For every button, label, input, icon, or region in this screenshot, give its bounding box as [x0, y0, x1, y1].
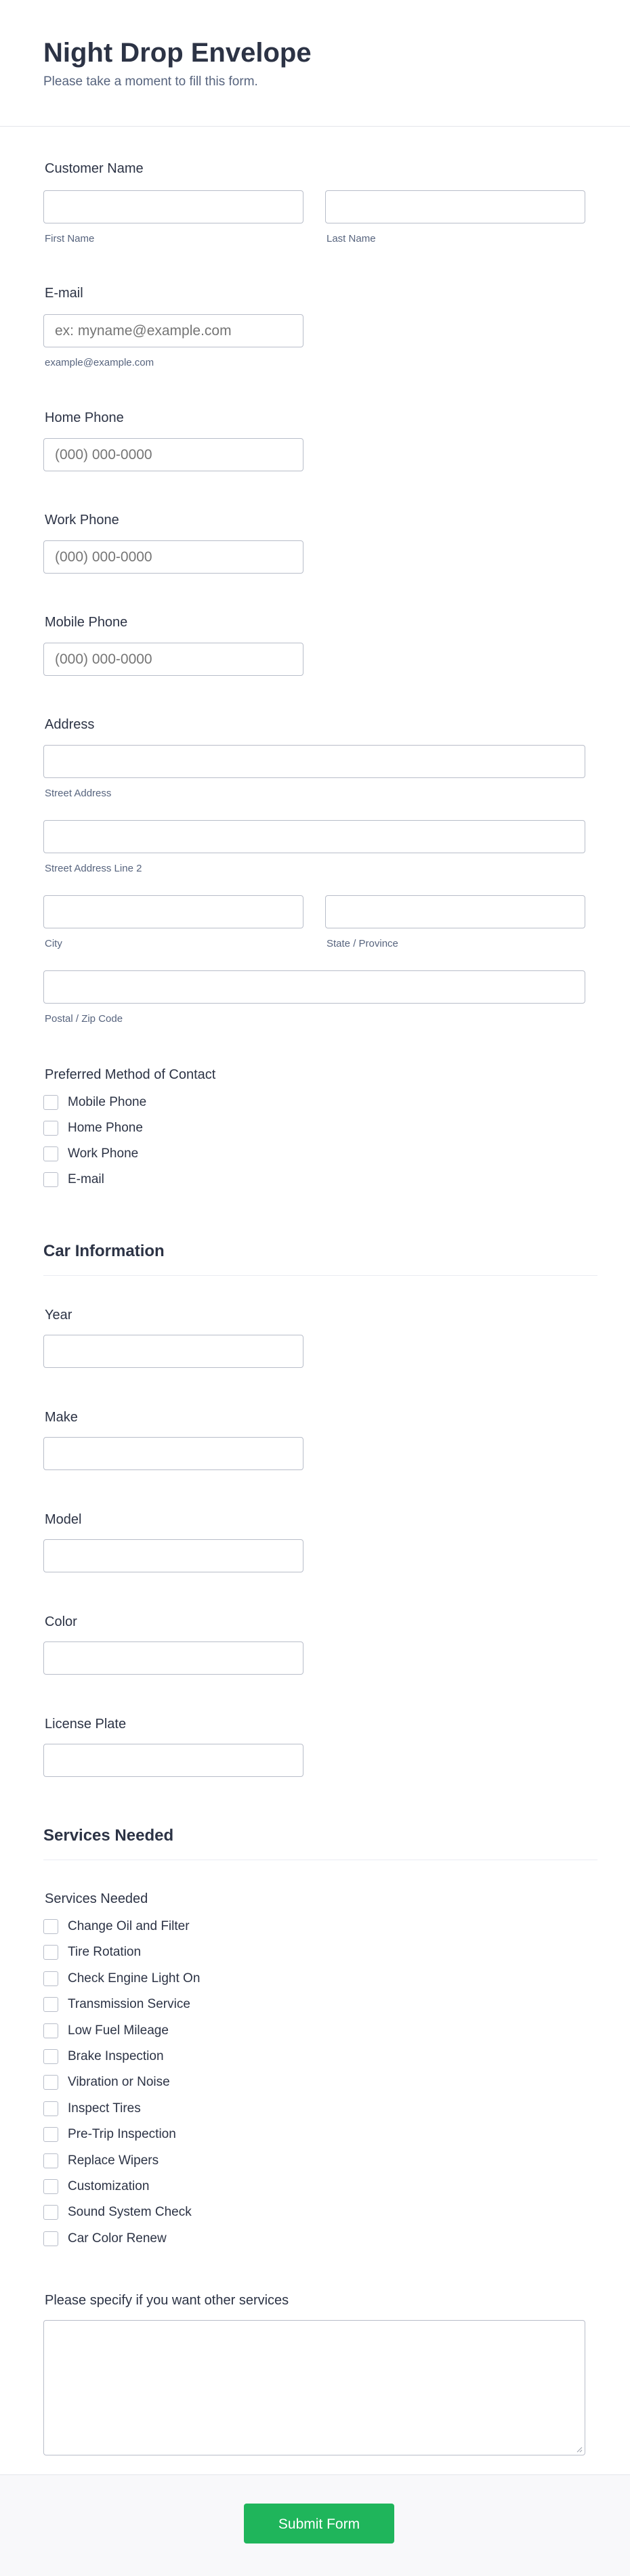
last-name-sublabel: Last Name [327, 233, 376, 244]
service-option-label: Brake Inspection [68, 2049, 164, 2063]
color-label: Color [45, 1614, 77, 1629]
checkbox[interactable] [43, 1146, 58, 1161]
other-services-textarea[interactable] [43, 2320, 585, 2455]
checkbox[interactable] [43, 2101, 58, 2116]
service-option-label: Tire Rotation [68, 1945, 142, 1959]
checkbox[interactable] [43, 1945, 58, 1960]
year-label: Year [45, 1308, 72, 1323]
checkbox[interactable] [43, 2153, 58, 2168]
service-option-label: Check Engine Light On [68, 1971, 201, 1985]
service-option[interactable] [43, 2022, 314, 2041]
submit-button[interactable]: Submit Form [244, 2504, 394, 2543]
make-label: Make [45, 1410, 78, 1425]
service-option[interactable] [43, 1970, 314, 1989]
make-input[interactable] [43, 1437, 303, 1470]
model-label: Model [45, 1512, 82, 1527]
service-option[interactable] [43, 2100, 314, 2119]
year-input[interactable] [43, 1335, 303, 1368]
service-option-label: Replace Wipers [68, 2153, 159, 2168]
checkbox[interactable] [43, 2023, 58, 2038]
first-name-input[interactable] [43, 190, 303, 223]
contact-option-label: Home Phone [68, 1121, 143, 1135]
last-name-input[interactable] [325, 190, 585, 223]
checkbox[interactable] [43, 1121, 58, 1136]
street-address-input[interactable] [43, 745, 585, 778]
state-sublabel: State / Province [327, 938, 398, 949]
license-plate-input[interactable] [43, 1744, 303, 1777]
model-input[interactable] [43, 1539, 303, 1572]
checkbox[interactable] [43, 1095, 58, 1110]
contact-option-email[interactable] [43, 1171, 247, 1190]
service-option[interactable] [43, 2178, 314, 2197]
service-option-label: Pre-Trip Inspection [68, 2127, 176, 2141]
customer-name-label: Customer Name [45, 161, 144, 176]
email-input[interactable] [43, 314, 303, 347]
checkbox[interactable] [43, 2049, 58, 2064]
resize-handle-icon[interactable] [576, 2446, 583, 2453]
home-phone-label: Home Phone [45, 410, 124, 425]
color-input[interactable] [43, 1641, 303, 1675]
license-plate-label: License Plate [45, 1717, 127, 1732]
checkbox[interactable] [43, 2075, 58, 2090]
mobile-phone-input[interactable] [43, 643, 303, 676]
postal-code-sublabel: Postal / Zip Code [45, 1013, 123, 1025]
contact-option-label: Mobile Phone [68, 1095, 147, 1109]
street-address-line2-input[interactable] [43, 820, 585, 853]
service-option[interactable] [43, 1996, 314, 2015]
street-address-sublabel: Street Address [45, 788, 112, 799]
contact-option-home[interactable] [43, 1119, 247, 1138]
service-option-label: Sound System Check [68, 2205, 192, 2219]
services-label: Services Needed [45, 1891, 148, 1906]
contact-option-label: Work Phone [68, 1146, 139, 1161]
service-option-label: Low Fuel Mileage [68, 2023, 169, 2038]
contact-option-label: E-mail [68, 1172, 104, 1186]
city-input[interactable] [43, 895, 303, 928]
contact-option-work[interactable] [43, 1145, 247, 1164]
service-option-label: Car Color Renew [68, 2231, 167, 2246]
work-phone-label: Work Phone [45, 513, 119, 528]
checkbox[interactable] [43, 1919, 58, 1934]
form-title: Night Drop Envelope [43, 38, 312, 68]
service-option-label: Customization [68, 2179, 150, 2193]
first-name-sublabel: First Name [45, 233, 95, 244]
service-option-label: Transmission Service [68, 1997, 190, 2011]
footer-divider [0, 2474, 630, 2475]
service-option[interactable] [43, 2048, 314, 2067]
contact-method-label: Preferred Method of Contact [45, 1067, 216, 1082]
checkbox[interactable] [43, 1172, 58, 1187]
service-option[interactable] [43, 2126, 314, 2145]
mobile-phone-label: Mobile Phone [45, 615, 128, 630]
service-option-label: Change Oil and Filter [68, 1919, 190, 1933]
service-option[interactable] [43, 2230, 314, 2249]
header-divider [0, 126, 630, 127]
service-option[interactable] [43, 2152, 314, 2171]
checkbox[interactable] [43, 1997, 58, 2012]
service-option[interactable] [43, 1918, 314, 1937]
service-option-label: Inspect Tires [68, 2101, 141, 2116]
checkbox[interactable] [43, 2231, 58, 2246]
address-label: Address [45, 717, 95, 732]
email-sublabel: example@example.com [45, 357, 154, 368]
work-phone-input[interactable] [43, 540, 303, 574]
checkbox[interactable] [43, 1971, 58, 1986]
checkbox[interactable] [43, 2127, 58, 2142]
state-input[interactable] [325, 895, 585, 928]
contact-option-mobile[interactable] [43, 1094, 247, 1113]
service-option-label: Vibration or Noise [68, 2075, 170, 2089]
services-section-title: Services Needed [43, 1826, 174, 1845]
city-sublabel: City [45, 938, 62, 949]
checkbox[interactable] [43, 2205, 58, 2220]
service-option[interactable] [43, 1944, 314, 1962]
car-section-divider [43, 1275, 597, 1276]
email-label: E-mail [45, 286, 83, 301]
form-subtitle: Please take a moment to fill this form. [43, 74, 258, 89]
service-option[interactable] [43, 2074, 314, 2092]
service-option[interactable] [43, 2204, 314, 2223]
street-address-line2-sublabel: Street Address Line 2 [45, 863, 142, 874]
other-services-label: Please specify if you want other services [45, 2293, 289, 2308]
home-phone-input[interactable] [43, 438, 303, 471]
postal-code-input[interactable] [43, 970, 585, 1004]
car-section-title: Car Information [43, 1242, 165, 1260]
checkbox[interactable] [43, 2179, 58, 2194]
